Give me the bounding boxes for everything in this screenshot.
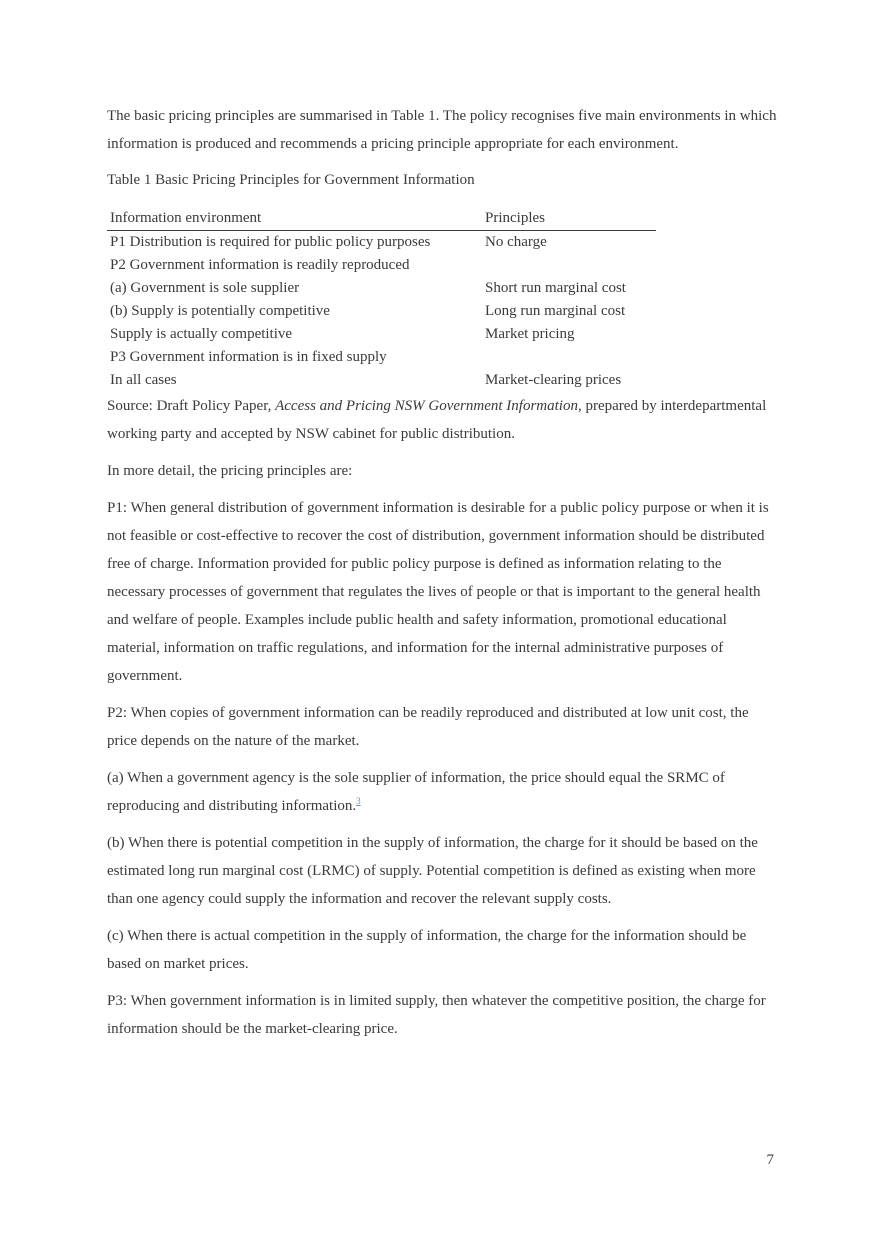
p2a-paragraph bbox=[107, 764, 777, 820]
header-principles: Principles bbox=[482, 207, 656, 231]
document-page bbox=[107, 102, 777, 1043]
environment-cell: P1 Distribution is required for public policy purposes bbox=[110, 234, 431, 250]
source-prefix: Source: Draft Policy Paper, bbox=[107, 398, 276, 414]
table-row bbox=[107, 277, 656, 300]
principle-cell bbox=[482, 346, 656, 369]
p2c-paragraph: (c) When there is actual competition in the supply of information, the charge for the information should be based on market prices. bbox=[107, 928, 747, 972]
p2-paragraph: P2: When copies of government information can be readily reproduced and distributed at low unit cost, the price depends on the nature of the market. bbox=[107, 705, 749, 749]
principle-cell: No charge bbox=[485, 234, 547, 250]
table-row bbox=[107, 346, 656, 369]
principle-cell: Short run marginal cost bbox=[485, 280, 626, 296]
p2b-paragraph: (b) When there is potential competition in the supply of information, the charge for it should be based on the estimated long run marginal cost (LRMC) of supply. Potential competition is defined as existing when more than one agency could supply the information and recover the relevant supply costs. bbox=[107, 835, 758, 907]
table-caption: Table 1 Basic Pricing Principles for Government Information bbox=[107, 172, 475, 188]
table-header-row bbox=[107, 207, 656, 231]
lead-paragraph: In more detail, the pricing principles are: bbox=[107, 463, 353, 479]
principle-cell: Market-clearing prices bbox=[485, 372, 622, 388]
footnote-link[interactable]: 3 bbox=[356, 796, 361, 806]
source-suffix: , prepared by interdepartmental working party and accepted by NSW cabinet for public distribution. bbox=[107, 398, 767, 442]
environment-cell: (a) Government is sole supplier bbox=[110, 280, 300, 296]
pricing-table bbox=[107, 207, 656, 392]
table-source-note bbox=[107, 392, 777, 448]
table-row bbox=[107, 300, 656, 323]
environment-cell: P2 Government information is readily reproduced bbox=[110, 257, 410, 273]
environment-cell: Supply is actually competitive bbox=[110, 326, 293, 342]
table-row bbox=[107, 323, 656, 346]
p2a-text: (a) When a government agency is the sole supplier of information, the price should equal the SRMC of reproducing and distributing information. bbox=[107, 770, 725, 814]
environment-cell: P3 Government information is in fixed supply bbox=[110, 349, 387, 365]
table-row bbox=[107, 369, 656, 392]
p3-paragraph: P3: When government information is in limited supply, then whatever the competitive position, the charge for information should be the market-clearing price. bbox=[107, 993, 766, 1037]
header-information-environment: Information environment bbox=[107, 207, 482, 231]
environment-cell: (b) Supply is potentially competitive bbox=[110, 303, 330, 319]
principle-cell: Market pricing bbox=[485, 326, 575, 342]
table-row bbox=[107, 254, 656, 277]
p1-paragraph: P1: When general distribution of government information is desirable for a public policy purpose or when it is not feasible or cost-effective to recover the cost of distribution, government information should be distributed free of charge. Information provided for public policy purpose is defined as information relating to the necessary processes of government that regulates the lives of people or that is important to the general health and welfare of people. Examples include public health and safety information, promotional educational material, information on traffic regulations, and information for the internal administrative purposes of government. bbox=[107, 500, 769, 684]
principle-cell bbox=[482, 254, 656, 277]
intro-paragraph: The basic pricing principles are summarised in Table 1. The policy recognises five main environments in which information is produced and recommends a pricing principle appropriate for each environment. bbox=[107, 108, 777, 152]
environment-cell: In all cases bbox=[110, 372, 177, 388]
principle-cell: Long run marginal cost bbox=[485, 303, 626, 319]
page-number: 7 bbox=[766, 1152, 774, 1168]
source-title: Access and Pricing NSW Government Information bbox=[275, 398, 578, 414]
table-row bbox=[107, 231, 656, 255]
